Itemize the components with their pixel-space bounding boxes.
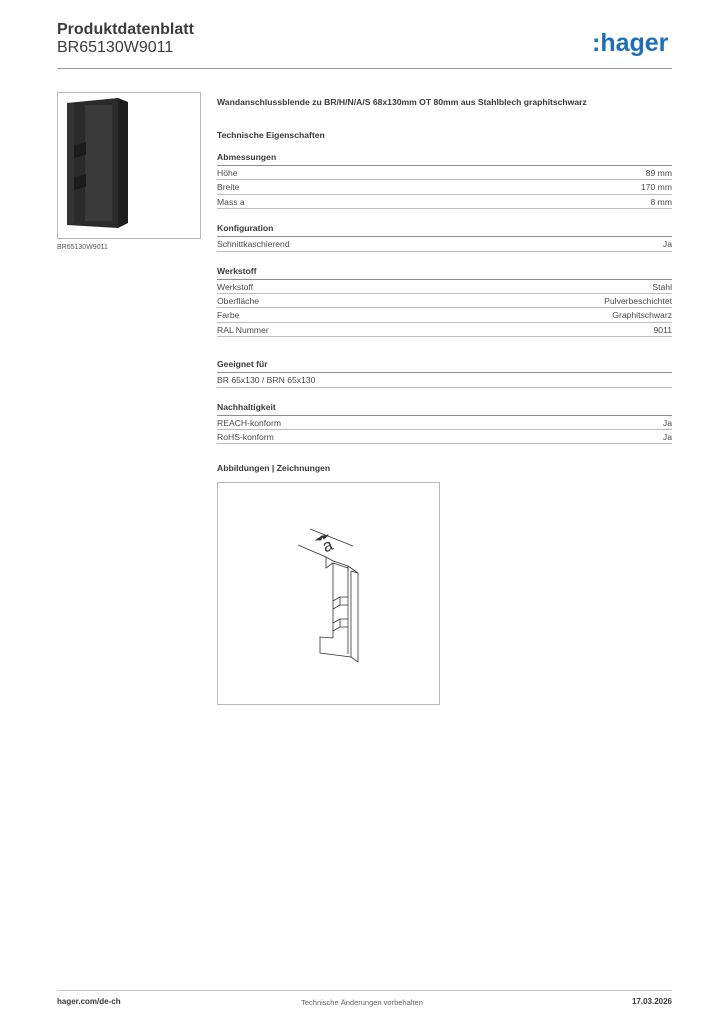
spec-value: Graphitschwarz	[612, 310, 672, 321]
spec-row	[217, 323, 672, 337]
footer-website-link[interactable]: hager.com/de-ch	[57, 997, 121, 1006]
spec-row	[217, 416, 672, 430]
dimension-label: a	[319, 535, 336, 557]
spec-value: Pulverbeschichtet	[604, 295, 672, 306]
hager-logo[interactable]	[592, 28, 676, 58]
group-title: Konfiguration	[217, 223, 672, 237]
product-code: BR65130W9011	[57, 39, 174, 56]
spec-row	[217, 166, 672, 180]
group-suitable-for	[217, 359, 672, 387]
technical-drawing	[217, 482, 440, 705]
specification-column	[217, 96, 672, 444]
product-photo	[58, 93, 200, 238]
group-dimensions	[217, 152, 672, 209]
spec-row	[217, 195, 672, 209]
spec-value: Ja	[662, 417, 672, 428]
spec-row	[217, 430, 672, 444]
spec-value: Ja	[662, 239, 672, 250]
group-title: Werkstoff	[217, 266, 672, 280]
spec-label: RoHS-konform	[217, 431, 274, 442]
group-material	[217, 266, 672, 338]
spec-label: RAL Nummer	[217, 324, 269, 335]
product-image-caption: BR65130W9011	[57, 244, 108, 251]
page-title: Produktdatenblatt	[57, 21, 194, 38]
spec-row	[217, 294, 672, 308]
spec-value: Stahl	[652, 281, 672, 292]
spec-value: 89 mm	[645, 168, 672, 178]
spec-label: REACH-konform	[217, 417, 281, 428]
spec-label: Werkstoff	[217, 281, 253, 292]
spec-label: Höhe	[217, 168, 238, 178]
group-title: Geeignet für	[217, 359, 672, 373]
spec-label: Breite	[217, 182, 240, 193]
footer-notice: Technische Änderungen vorbehalten	[301, 998, 423, 1007]
spec-value: 170 mm	[640, 182, 672, 193]
spec-label: Mass a	[217, 196, 245, 207]
group-configuration	[217, 223, 672, 251]
header-divider	[57, 68, 672, 69]
spec-value: 8 mm	[650, 196, 672, 207]
logo-text: :hager	[592, 29, 669, 57]
spec-label: Oberfläche	[217, 295, 260, 306]
spec-label: BR 65x130 / BRN 65x130	[217, 375, 316, 386]
spec-value: Ja	[662, 431, 672, 442]
footer-date: 17.03.2026	[631, 997, 672, 1006]
spec-row	[217, 308, 672, 322]
technical-heading: Technische Eigenschaften	[217, 130, 325, 140]
spec-value: 9011	[653, 324, 672, 335]
product-image	[57, 92, 201, 239]
drawings-heading: Abbildungen | Zeichnungen	[217, 463, 331, 473]
line-drawing	[218, 483, 439, 704]
spec-row	[217, 373, 672, 387]
group-sustainability	[217, 402, 672, 445]
spec-label: Schnittkaschierend	[217, 239, 290, 250]
spec-row	[217, 280, 672, 294]
spec-row	[217, 237, 672, 251]
spec-label: Farbe	[217, 310, 240, 321]
footer-divider	[57, 990, 672, 991]
group-title: Abmessungen	[217, 152, 672, 166]
group-title: Nachhaltigkeit	[217, 402, 672, 416]
product-description: Wandanschlussblende zu BR/H/N/A/S 68x130mm OT 80mm aus Stahlblech graphitschwarz	[217, 97, 587, 107]
spec-row	[217, 180, 672, 194]
